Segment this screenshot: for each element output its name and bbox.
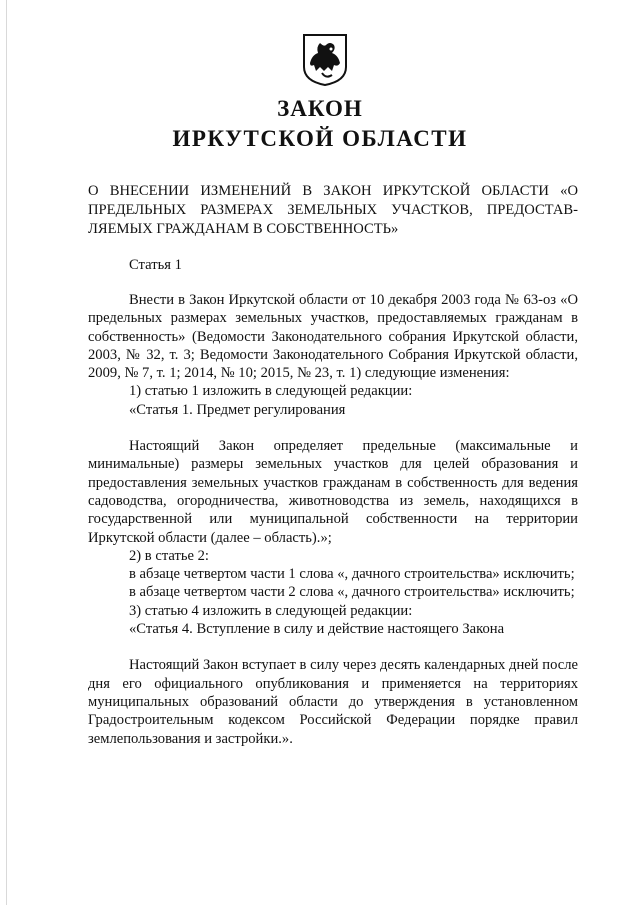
subject-line-2: ЛЯЕМЫХ ГРАЖДАНАМ В СОБСТВЕННОСТЬ»	[88, 221, 399, 237]
law-subject	[88, 182, 578, 239]
article-1-intro: Внести в Закон Иркутской области от 10 декабря 2003 года № 63-оз «О предельных размерах земельных участков, предоставляемых гражданам в собственность» (Ведомости Законодательного собрания Иркутской области, 2003, № 32, т. 3; Ведомости Законодательного Собрания Иркутской области, 2009, № 7, т. 1; 2014, № 10; 2015, № 23, т. 1) следующие изменения:	[88, 292, 578, 382]
item-2: 2) в статье 2:	[129, 547, 209, 564]
item-3-article-heading: «Статья 4. Вступление в силу и действие настоящего Закона	[129, 621, 505, 638]
item-2-part-2: в абзаце четвертом части 2 слова «, дачного строительства» исключить;	[129, 584, 575, 601]
item-3-article-text: Настоящий Закон вступает в силу через десять календарных дней после дня его официального опубликования и применяется на территориях муниципальных образований области до утверждения в установленном Градостроительным кодексом Российской Федерации порядке правил землепользования и застройки.».	[88, 657, 578, 747]
item-1-article-heading: «Статья 1. Предмет регулирования	[129, 401, 346, 418]
coat-of-arms-icon	[302, 33, 348, 87]
region-title: ИРКУТСКОЙ ОБЛАСТИ	[172, 126, 468, 151]
article-1-body	[88, 291, 578, 748]
item-1-article-text: Настоящий Закон определяет предельные (максимальные и минимальные) размеры земельных участков для целей образования и предоставления земельных участков гражданам в собственность для ведения садоводства, огородничества, животноводства из земель, находящихся в государственной или муниципальной собственности на территории Иркутской области (далее – область).»;	[88, 438, 578, 546]
subject-line-1: О ВНЕСЕНИИ ИЗМЕНЕНИЙ В ЗАКОН ИРКУТСКОЙ ОБЛАСТИ «О ПРЕДЕЛЬНЫХ РАЗМЕРАХ ЗЕМЕЛЬНЫХ УЧАСТКОВ, ПРЕДОСТАВ-	[88, 183, 578, 218]
article-1-heading: Статья 1	[129, 257, 182, 273]
item-1: 1) статью 1 изложить в следующей редакции:	[129, 383, 413, 400]
item-3: 3) статью 4 изложить в следующей редакции:	[129, 602, 413, 619]
law-title: ЗАКОН	[277, 96, 363, 121]
item-2-part-1: в абзаце четвертом части 1 слова «, дачного строительства» исключить;	[129, 566, 575, 583]
